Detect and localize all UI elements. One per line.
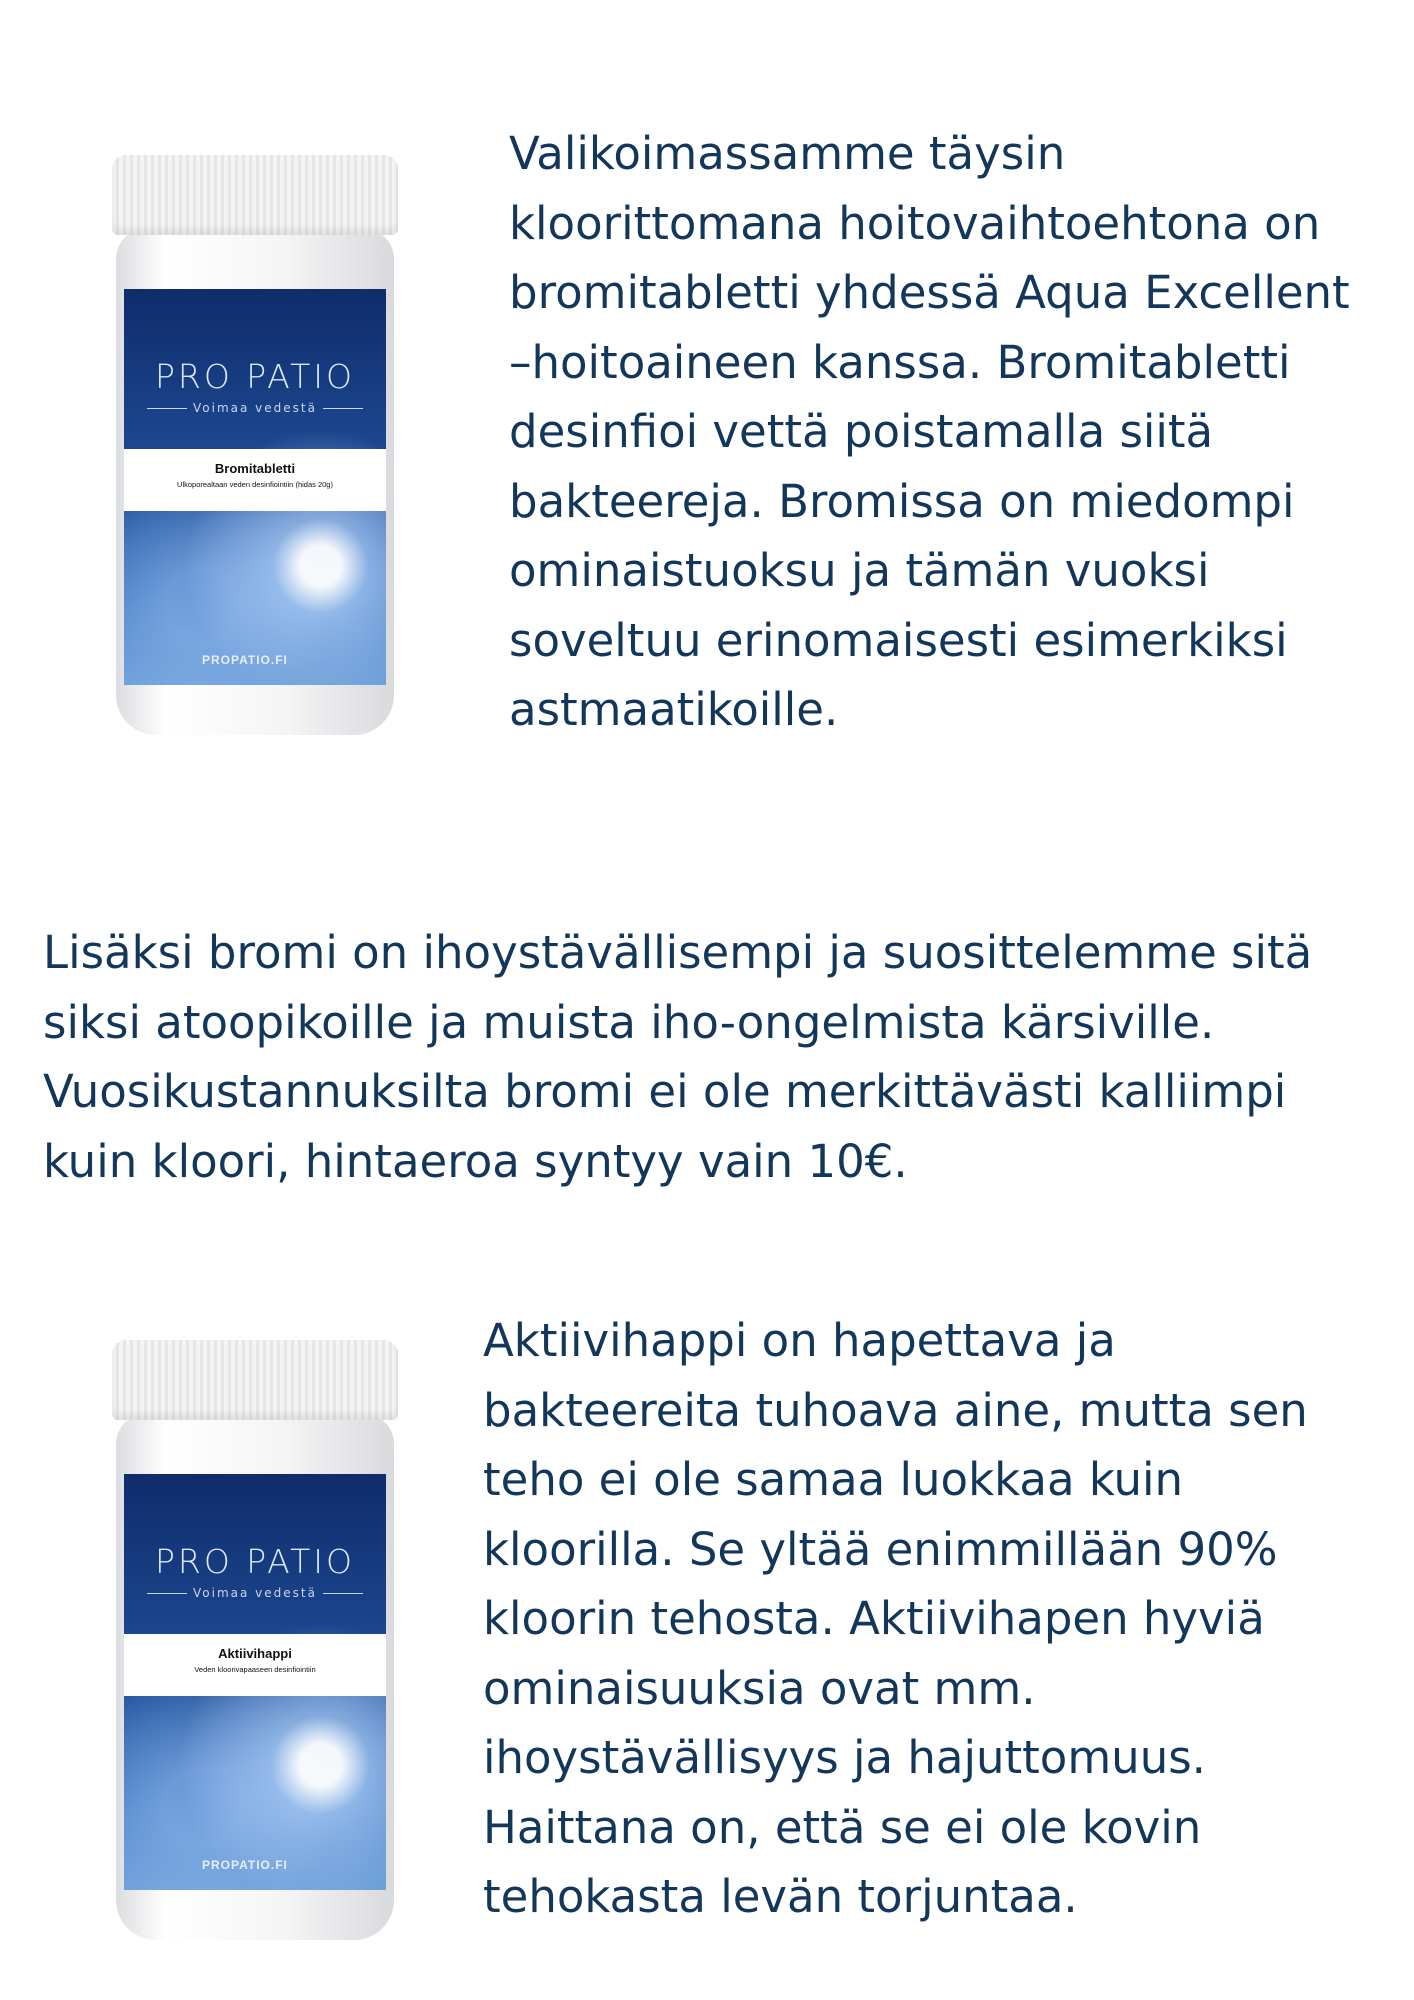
text-line: ominaistuoksu ja tämän vuoksi bbox=[509, 544, 1210, 597]
brand-tagline: Voimaa vedestä bbox=[134, 1586, 376, 1600]
brand-logo: PRO PATIO bbox=[155, 357, 355, 396]
jar-label bbox=[124, 1474, 386, 1890]
text-line: ominaisuuksia ovat mm. bbox=[483, 1661, 1036, 1715]
text-line: –hoitoaineen kanssa. Bromitabletti bbox=[509, 335, 1291, 389]
text-line: bakteereita tuhoava aine, mutta sen bbox=[483, 1383, 1308, 1437]
text-line: Aktiivihappi on hapettava ja bbox=[483, 1314, 1116, 1367]
product-subtitle: Veden kloorivapaaseen desinfiointiin bbox=[194, 1665, 316, 1674]
product-image-bromitabletti bbox=[110, 155, 400, 735]
text-line: Lisäksi bromi on ihoystävällisempi ja suosittelemme sitä bbox=[43, 926, 1313, 979]
text-line: astmaatikoille. bbox=[509, 683, 839, 736]
text-line: Valikoimassamme täysin bbox=[509, 127, 1066, 180]
product-subtitle: Ulkoporealtaan veden desinfiointiin (hidas 20g) bbox=[177, 480, 333, 489]
text-line: bakteereja. Bromissa on miedompi bbox=[509, 474, 1295, 528]
active-oxygen-paragraph bbox=[483, 1306, 1308, 1932]
text-line: bromitabletti yhdessä Aqua Excellent bbox=[509, 266, 1350, 319]
jar-lid bbox=[112, 1340, 398, 1420]
text-line: desinfioi vettä poistamalla siitä bbox=[509, 405, 1214, 458]
product-name: Aktiivihappi bbox=[218, 1646, 292, 1661]
jar-body bbox=[116, 1414, 394, 1940]
website-label: PROPATIO.FI bbox=[202, 653, 288, 667]
text-line: soveltuu erinomaisesti esimerkiksi bbox=[509, 613, 1288, 667]
product-name-band bbox=[124, 1634, 386, 1696]
bromine-intro-paragraph bbox=[509, 119, 1350, 745]
text-line: Haittana on, että se ei ole kovin bbox=[483, 1800, 1202, 1854]
text-line: kuin kloori, hintaeroa syntyy vain 10€. bbox=[43, 1134, 908, 1188]
jar-lid bbox=[112, 155, 398, 235]
text-line: teho ei ole samaa luokkaa kuin bbox=[483, 1453, 1184, 1506]
jar-label bbox=[124, 289, 386, 685]
text-line: kloorittomana hoitovaihtoehtona on bbox=[509, 196, 1321, 250]
product-image-aktiivihappi bbox=[110, 1340, 400, 1940]
text-line: ihoystävällisyys ja hajuttomuus. bbox=[483, 1731, 1206, 1784]
text-line: kloorin tehosta. Aktiivihapen hyviä bbox=[483, 1592, 1265, 1645]
text-line: kloorilla. Se yltää enimmillään 90% bbox=[483, 1522, 1278, 1576]
brand-logo: PRO PATIO bbox=[155, 1542, 355, 1581]
product-name: Bromitabletti bbox=[214, 461, 296, 476]
brand-tagline: Voimaa vedestä bbox=[134, 401, 376, 415]
website-label: PROPATIO.FI bbox=[202, 1858, 288, 1872]
product-name-band bbox=[124, 449, 386, 511]
text-line: Vuosikustannuksilta bromi ei ole merkittävästi kalliimpi bbox=[43, 1065, 1287, 1118]
jar-body bbox=[116, 229, 394, 735]
text-line: siksi atoopikoille ja muista iho-ongelmista kärsiville. bbox=[43, 995, 1215, 1049]
bromine-more-paragraph bbox=[43, 918, 1312, 1196]
text-line: tehokasta levän torjuntaa. bbox=[483, 1870, 1078, 1923]
